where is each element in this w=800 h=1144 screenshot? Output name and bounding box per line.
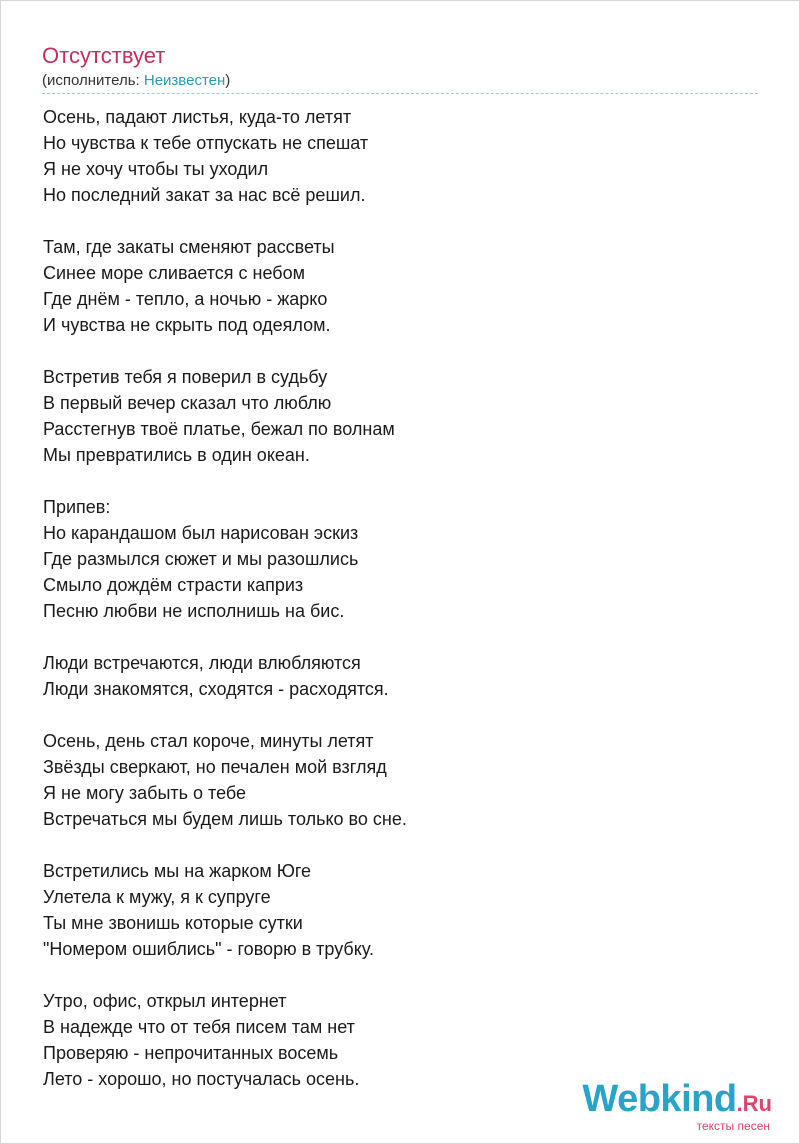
lyrics-line: Встретились мы на жарком Юге (43, 861, 312, 881)
lyrics-stanza (43, 104, 759, 208)
lyrics-body (43, 104, 759, 1092)
lyrics-stanza (43, 728, 759, 832)
lyrics-stanza (43, 364, 759, 468)
lyrics-line: Улетела к мужу, я к супруге (43, 887, 271, 907)
lyrics-line: Но чувства к тебе отпускать не спешат (43, 133, 369, 153)
lyrics-line: Звёзды сверкают, но печален мой взгляд (43, 757, 387, 777)
lyrics-line: В надежде что от тебя писем там нет (43, 1017, 355, 1037)
artist-line (42, 71, 758, 91)
lyrics-line: Осень, падают листья, куда-то летят (43, 107, 352, 127)
lyrics-line: Осень, день стал короче, минуты летят (43, 731, 374, 751)
lyrics-stanza (43, 494, 759, 624)
lyrics-line: И чувства не скрыть под одеялом. (43, 315, 331, 335)
lyrics-line: Ты мне звонишь которые сутки (43, 913, 303, 933)
lyrics-line: Проверяю - непрочитанных восемь (43, 1043, 339, 1063)
lyrics-stanza (43, 988, 759, 1092)
lyrics-line: Расстегнув твоё платье, бежал по волнам (43, 419, 395, 439)
artist-prefix: (исполнитель: (42, 72, 144, 89)
logo-wordmark (582, 1079, 772, 1124)
site-logo[interactable] (582, 1079, 772, 1132)
logo-tagline: тексты песен (696, 1119, 770, 1133)
lyrics-line: Я не хочу чтобы ты уходил (43, 159, 269, 179)
lyrics-line: Встретив тебя я поверил в судьбу (43, 367, 328, 387)
artist-name-link[interactable]: Неизвестен (143, 72, 226, 89)
lyrics-line: Но карандашом был нарисован эскиз (43, 523, 359, 543)
lyrics-line: В первый вечер сказал что люблю (43, 393, 332, 413)
lyrics-line: Где днём - тепло, а ночью - жарко (43, 289, 328, 309)
song-header (42, 42, 758, 91)
lyrics-line: Встречаться мы будем лишь только во сне. (43, 809, 407, 829)
logo-suffix: .Ru (736, 1091, 772, 1116)
lyrics-line: Утро, офис, открыл интернет (43, 991, 287, 1011)
lyrics-stanza (43, 234, 759, 338)
song-title: Отсутствует (42, 43, 166, 68)
lyrics-line: "Номером ошиблись" - говорю в трубку. (43, 939, 374, 959)
lyrics-line: Припев: (43, 497, 111, 517)
lyrics-line: Я не могу забыть о тебе (43, 783, 247, 803)
lyrics-line: Где размылся сюжет и мы разошлись (43, 549, 359, 569)
lyrics-stanza (43, 858, 759, 962)
header-divider (42, 93, 758, 94)
logo-main-text: Webkind (582, 1078, 737, 1120)
artist-suffix: ) (225, 72, 231, 89)
lyrics-line: Но последний закат за нас всё решил. (43, 185, 366, 205)
lyrics-line: Мы превратились в один океан. (43, 445, 310, 465)
lyrics-line: Люди знакомятся, сходятся - расходятся. (43, 679, 389, 699)
lyrics-stanza (43, 650, 759, 702)
lyrics-line: Песню любви не исполнишь на бис. (43, 601, 345, 621)
lyrics-line: Люди встречаются, люди влюбляются (43, 653, 361, 673)
lyrics-line: Лето - хорошо, но постучалась осень. (43, 1069, 360, 1089)
lyrics-line: Синее море сливается с небом (43, 263, 306, 283)
lyrics-line: Смыло дождём страсти каприз (43, 575, 304, 595)
lyrics-line: Там, где закаты сменяют рассветы (43, 237, 335, 257)
